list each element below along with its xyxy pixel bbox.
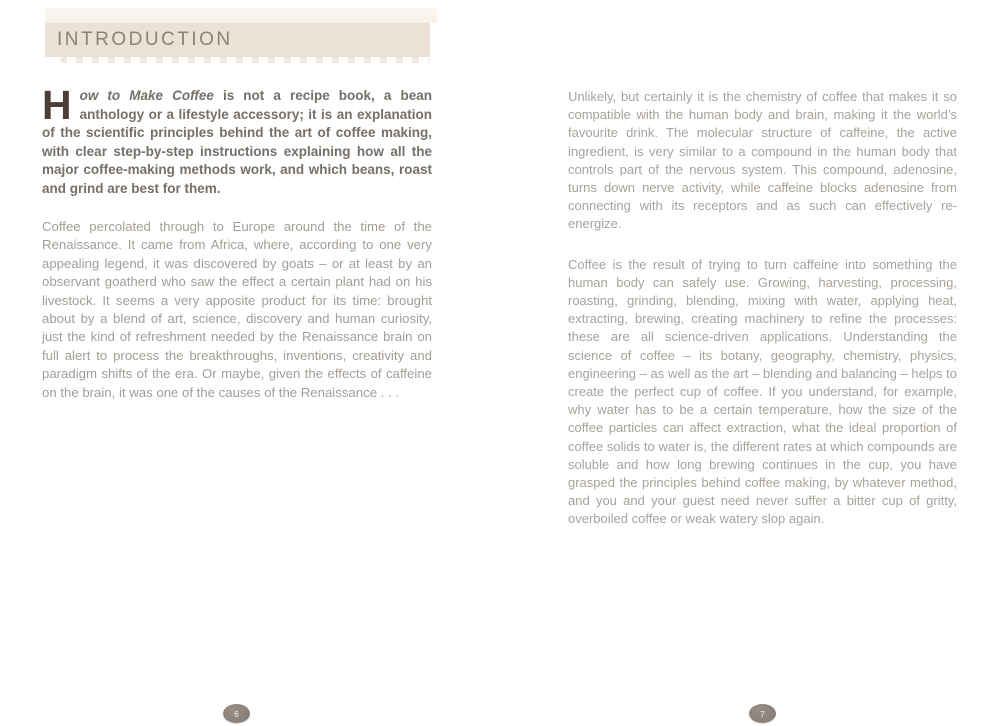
- right-body-paragraph-1: Unlikely, but certainly it is the chemistry of coffee that makes it so compatible with the human body and brain, making it the world’s favourite drink. The molecular structure of caffeine, the active ingredient, is very similar to a compound in the human body that controls part of the nervous system. This compound, adenosine, turns down nerve activity, while caffeine blocks adenosine from connecting with its receptors and as such can effectively re-energize.: [568, 89, 957, 232]
- section-header-bar: [45, 23, 430, 57]
- section-title: INTRODUCTION: [57, 29, 233, 50]
- left-body-paragraph: Coffee percolated through to Europe around the time of the Renaissance. It came from Africa, where, according to one very appealing legend, it was discovered by goats – or at least by an observant goatherd who saw the effect a certain plant had on his livestock. It seems a very apposite product for its time: brought about by a blend of art, science, discovery and human curiosity, just the kind of refreshment needed by the Renaissance brain on full alert to process the breakthroughs, inventions, creativity and paradigm shifts of the era. Or maybe, given the effects of caffeine on the brain, it was one of the causes of the Renaissance . . .: [42, 219, 432, 400]
- right-page-text-column: [568, 88, 957, 529]
- lead-paragraph-text: is not a recipe book, a bean anthology or a lifestyle accessory; it is an explanation of the scientific principles behind the art of coffee making, with clear step-by-step instructions explaining how all the major coffee-making methods work, and which beans, roast and grind are best for them.: [42, 88, 432, 196]
- lead-paragraph: [42, 82, 432, 198]
- lead-italic-title: ow to Make Coffee: [79, 88, 214, 103]
- drop-cap: H: [42, 82, 72, 128]
- page-number-right: 7: [760, 708, 765, 719]
- left-page-text-column: [42, 82, 432, 402]
- page-number-badge-left: [223, 704, 250, 723]
- header-top-strip: [45, 8, 437, 23]
- right-body-paragraph-2: Coffee is the result of trying to turn caffeine into something the human body can safely use. Growing, harvesting, processing, roasting, grinding, blending, mixing with water, applying heat, extracting, brewing, creating machinery to refine the processes: these are all science-driven applications. Understanding the science of coffee – its botany, geography, chemistry, physics, engineering – as well as the art – blending and balancing – helps to create the perfect cup of coffee. If you understand, for example, why water has to be a certain temperature, how the size of the coffee particles can affect extraction, what the ideal proportion of coffee solids to water is, the different rates at which compounds are soluble and how long brewing continues in the cup, you have grasped the principles behind coffee making, by whatever method, and you and your guest need never suffer a bitter cup of gritty, overboiled coffee or weak watery slop again.: [568, 256, 957, 527]
- header-bottom-edge: [60, 57, 430, 63]
- page-number-badge-right: [749, 704, 776, 723]
- page-number-left: 6: [234, 708, 239, 719]
